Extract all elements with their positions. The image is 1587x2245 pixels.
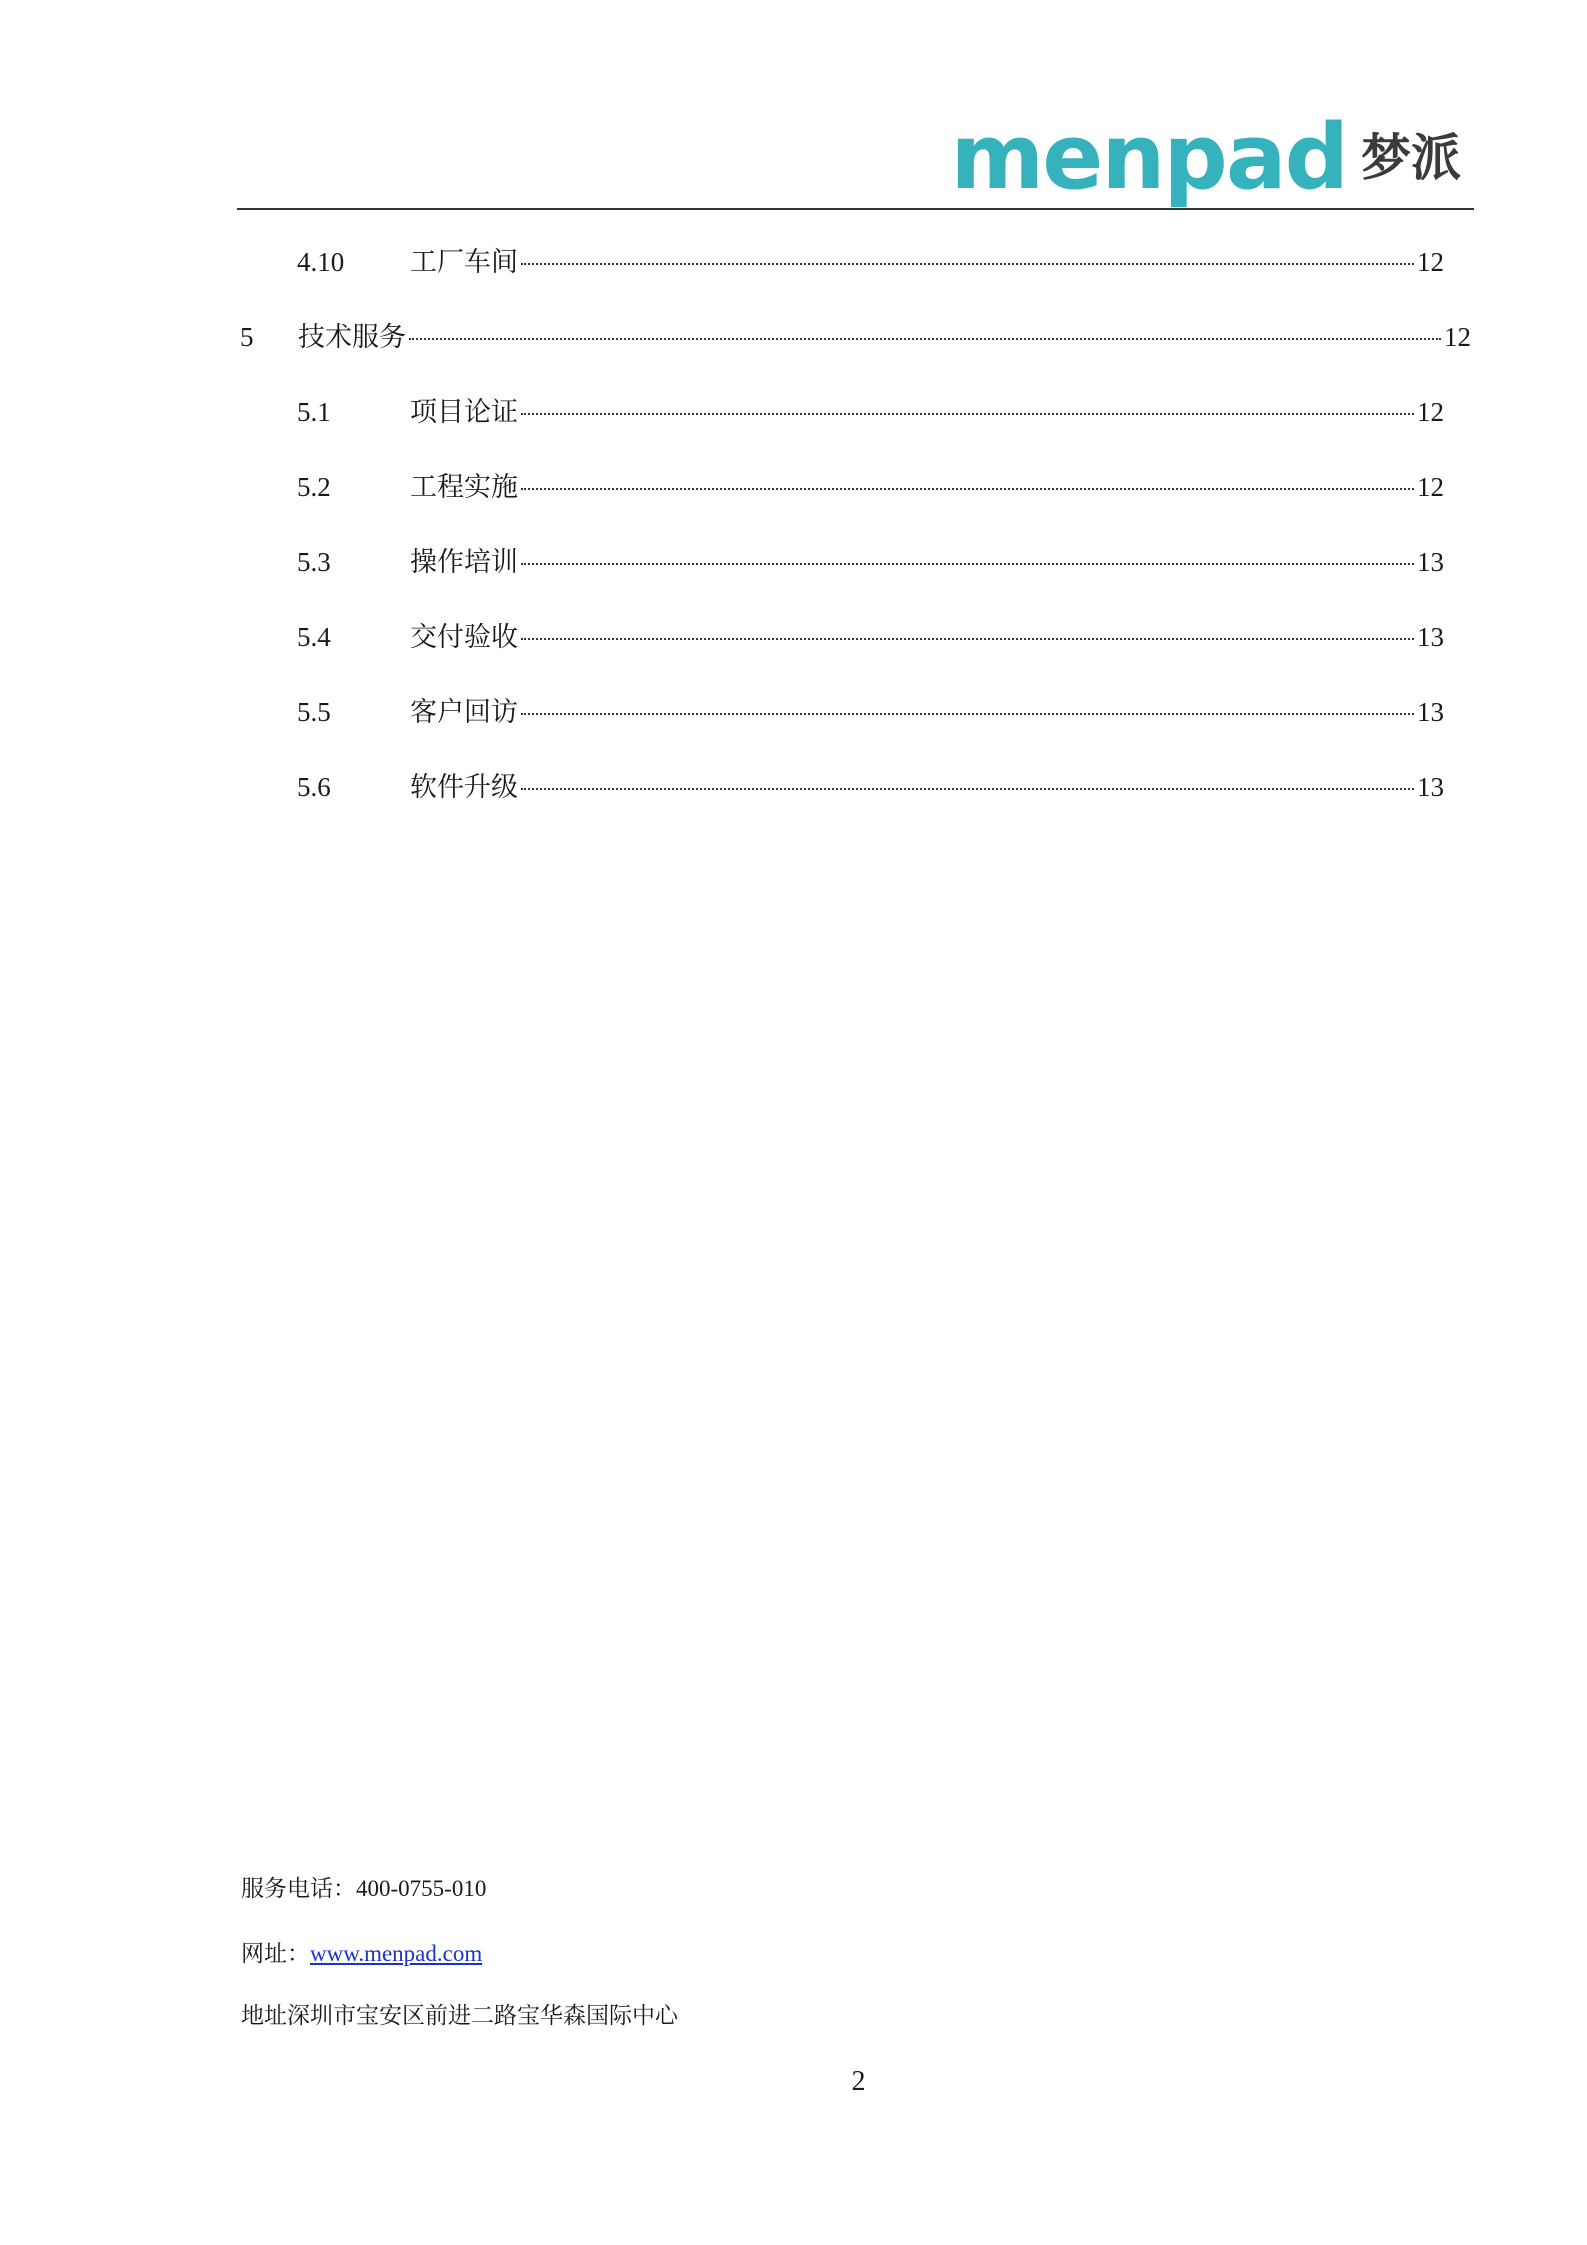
toc-section-title: 客户回访 [410, 697, 518, 727]
toc-section-title: 操作培训 [410, 547, 518, 577]
toc-dot-leader [521, 788, 1414, 790]
toc-page-number: 13 [1417, 697, 1444, 727]
toc-section-number: 5.1 [297, 397, 331, 427]
toc-entry-5-2[interactable] [297, 467, 1444, 507]
toc-page-number: 12 [1417, 472, 1444, 502]
toc-section-number: 5.3 [297, 547, 331, 577]
toc-entry-5-5[interactable] [297, 692, 1444, 732]
footer-address: 地址深圳市宝安区前进二路宝华森国际中心 [241, 2003, 678, 2028]
toc-page-number: 13 [1417, 772, 1444, 802]
toc-dot-leader [521, 263, 1414, 265]
toc-section-number: 5.2 [297, 472, 331, 502]
toc-entry-5-3[interactable] [297, 542, 1444, 582]
toc-section-number: 5.4 [297, 622, 331, 652]
footer-website [241, 1935, 482, 1968]
footer-website-label: 网址： [241, 1941, 310, 1966]
toc-dot-leader [409, 338, 1441, 340]
toc-section-number: 5.6 [297, 772, 331, 802]
toc-entry-5[interactable] [240, 317, 1471, 357]
toc-section-title: 技术服务 [298, 322, 406, 352]
toc-section-number: 4.10 [297, 247, 345, 277]
toc-section-number: 5 [240, 322, 254, 352]
toc-entry-5-6[interactable] [297, 767, 1444, 807]
toc-dot-leader [521, 638, 1414, 640]
toc-dot-leader [521, 713, 1414, 715]
toc-page-number: 12 [1417, 247, 1444, 277]
toc-section-title: 项目论证 [410, 397, 518, 427]
toc-dot-leader [521, 488, 1414, 490]
toc-page-number: 12 [1417, 397, 1444, 427]
toc-section-number: 5.5 [297, 697, 331, 727]
toc-entry-4-10[interactable] [297, 242, 1444, 282]
toc-page-number: 13 [1417, 547, 1444, 577]
menpad-logo [950, 105, 1461, 210]
toc-entry-5-4[interactable] [297, 617, 1444, 657]
page-number: 2 [851, 2066, 866, 2097]
toc-page-number: 13 [1417, 622, 1444, 652]
footer-phone: 服务电话：400-0755-010 [241, 1876, 487, 1901]
toc-section-title: 交付验收 [410, 622, 518, 652]
toc-dot-leader [521, 563, 1414, 565]
footer-website-link[interactable]: www.menpad.com [310, 1941, 483, 1966]
header-divider [237, 208, 1474, 210]
logo-wordmark: menpad [950, 105, 1347, 210]
toc-section-title: 工程实施 [410, 472, 518, 502]
toc-dot-leader [521, 413, 1414, 415]
logo-chinese-name: 梦派 [1361, 129, 1461, 187]
toc-section-title: 软件升级 [410, 772, 518, 802]
toc-page-number: 12 [1444, 322, 1471, 352]
toc-entry-5-1[interactable] [297, 392, 1444, 432]
toc-section-title: 工厂车间 [410, 247, 518, 277]
